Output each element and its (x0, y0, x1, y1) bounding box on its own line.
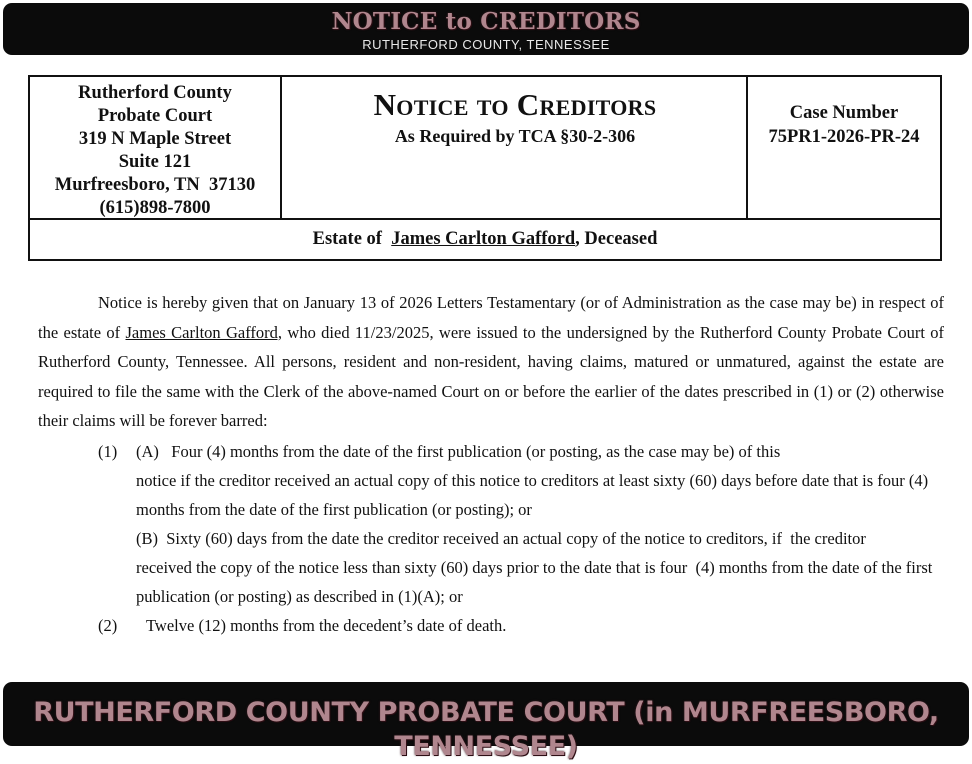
decedent-name-inline: James Carlton Gafford, (125, 322, 283, 342)
court-address-block (30, 77, 282, 220)
court-line: Probate Court (97, 106, 213, 126)
item-1a-line: (A) Four (4) months from the date of the first publication (or posting, as the case may be) of this (136, 442, 781, 461)
notice-paragraph (38, 288, 944, 436)
item-1-number: (1) (98, 442, 118, 461)
estate-suffix: , Deceased (575, 229, 658, 249)
paragraph-text: who died 11/23/2025, were issued to the undersigned by the Rutherford County Probate Court of Rutherford County, Tennessee. All persons, resident and non-resident, having claims, matured or unmatured, against the estate are required to file the same with the Clerk of the above-named Court on or before the earlier of the dates prescribed in (1) or (2) otherwise their claims will be forever barred: (38, 322, 945, 430)
item-1b-line: publication (or posting) as described in (1)(A); or (136, 587, 463, 606)
footer-title: RUTHERFORD COUNTY PROBATE COURT (in MURFREESBORO, TENNESSEE) (33, 697, 939, 762)
footer-banner (3, 682, 969, 762)
case-number-block (746, 77, 940, 220)
banner-title: NOTICE to CREDITORS (331, 8, 641, 35)
notice-title: Notice to Creditors (373, 87, 657, 122)
item-1b-line: received the copy of the notice less than sixty (60) days prior to the date that is four (4) months from the date of the first (136, 558, 933, 577)
paragraph-text: Notice is hereby given that on January 13 of 2026 Letters Testamentary (or of Administration as the case may be) in respect of the estate of (38, 293, 944, 342)
item-1a-line: months from the date of the first publication (or posting); or (136, 500, 532, 519)
notice-body (38, 288, 944, 436)
item-1b-line: (B) Sixty (60) days from the date the creditor received an actual copy of the notice to creditors, if the creditor (136, 529, 866, 548)
item-1a-line: notice if the creditor received an actual copy of this notice to creditors at least sixty (60) days before date that is four (4) (136, 471, 929, 490)
court-line: (615)898-7800 (99, 198, 211, 218)
banner-subtitle: RUTHERFORD COUNTY, TENNESSEE (362, 37, 610, 52)
court-line: Murfreesboro, TN 37130 (54, 175, 256, 195)
case-number: 75PR1-2026-PR-24 (768, 127, 920, 147)
top-banner (3, 3, 969, 55)
estate-line (30, 218, 940, 259)
notice-title-block (282, 77, 748, 220)
court-line: Suite 121 (118, 152, 192, 172)
notice-header-box (28, 75, 942, 261)
estate-prefix: Estate of (312, 229, 382, 249)
case-label: Case Number (789, 103, 899, 123)
item-2-text: Twelve (12) months from the decedent’s date of death. (146, 616, 507, 635)
notice-subtitle: As Required by TCA §30-2-306 (394, 126, 636, 146)
court-line: Rutherford County (78, 83, 232, 103)
decedent-name: James Carlton Gafford (391, 229, 576, 249)
court-line: 319 N Maple Street (78, 129, 232, 149)
item-2-number: (2) (98, 616, 118, 635)
